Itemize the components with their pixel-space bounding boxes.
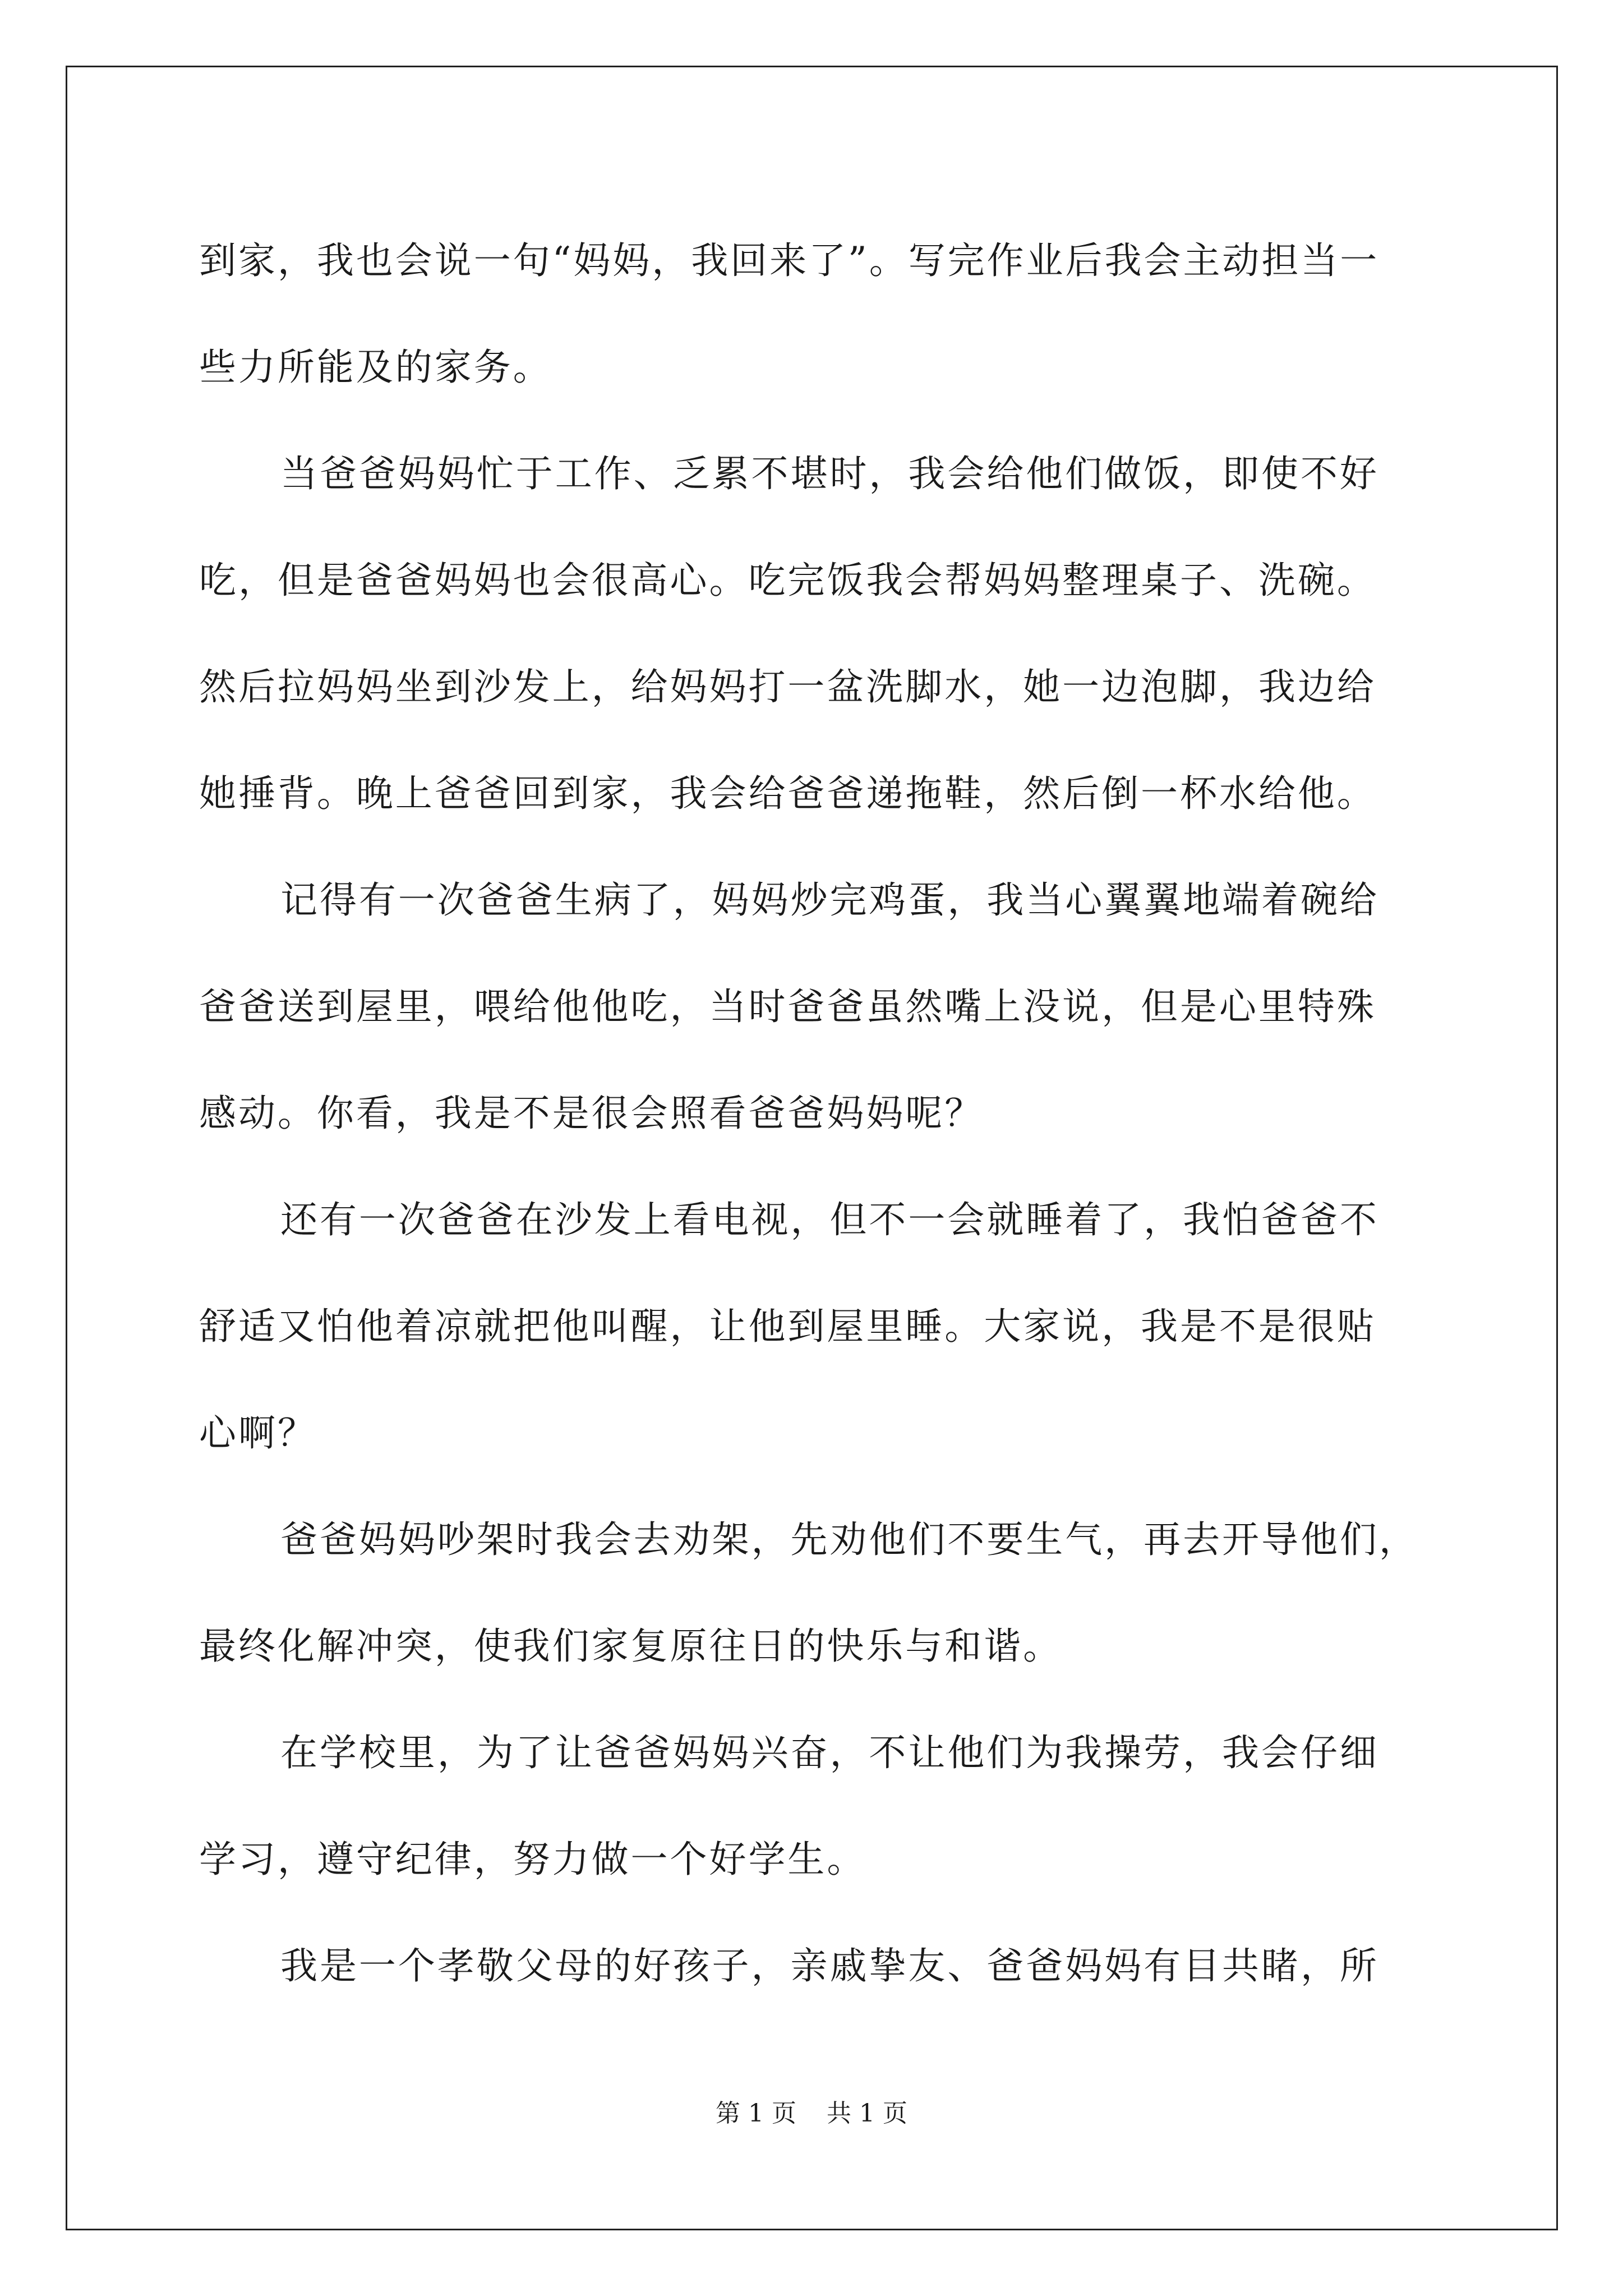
document-body	[199, 208, 1455, 2019]
text-line: 吃，但是爸爸妈妈也会很高心。吃完饭我会帮妈妈整理桌子、洗碗。	[199, 559, 1376, 602]
page-total: 共 1 页	[827, 2099, 907, 2128]
paragraph-start-line: 当爸爸妈妈忙于工作、乏累不堪时，我会给他们做饭，即使不好	[280, 452, 1379, 495]
page-number: 第 1 页	[716, 2099, 796, 2128]
text-line: 些力所能及的家务。	[199, 346, 552, 389]
page-footer	[0, 2097, 1623, 2131]
text-line: 她捶背。晚上爸爸回到家，我会给爸爸递拖鞋，然后倒一杯水给他。	[199, 772, 1376, 815]
text-line: 感动。你看，我是不是很会照看爸爸妈妈呢？	[199, 1092, 984, 1135]
text-line: 然后拉妈妈坐到沙发上，给妈妈打一盆洗脚水，她一边泡脚，我边给	[199, 665, 1376, 708]
text-line: 到家，我也会说一句“妈妈，我回来了”。写完作业后我会主动担当一	[199, 239, 1380, 282]
text-line: 学习，遵守纪律，努力做一个好学生。	[199, 1838, 866, 1881]
paragraph-start-line: 记得有一次爸爸生病了，妈妈炒完鸡蛋，我当心翼翼地端着碗给	[280, 878, 1379, 922]
paragraph-start-line: 我是一个孝敬父母的好孩子，亲戚挚友、爸爸妈妈有目共睹，所	[280, 1944, 1379, 1987]
text-line: 心啊？	[199, 1411, 317, 1455]
text-line: 舒适又怕他着凉就把他叫醒，让他到屋里睡。大家说，我是不是很贴	[199, 1305, 1376, 1348]
paragraph-start-line: 在学校里，为了让爸爸妈妈兴奋，不让他们为我操劳，我会仔细	[280, 1731, 1379, 1774]
text-line: 爸爸送到屋里，喂给他他吃，当时爸爸虽然嘴上没说，但是心里特殊	[199, 985, 1376, 1028]
paragraph-start-line: 还有一次爸爸在沙发上看电视，但不一会就睡着了，我怕爸爸不	[280, 1198, 1379, 1241]
paragraph-start-line: 爸爸妈妈吵架时我会去劝架，先劝他们不要生气，再去开导他们，	[280, 1518, 1418, 1561]
text-line: 最终化解冲突，使我们家复原往日的快乐与和谐。	[199, 1625, 1063, 1668]
